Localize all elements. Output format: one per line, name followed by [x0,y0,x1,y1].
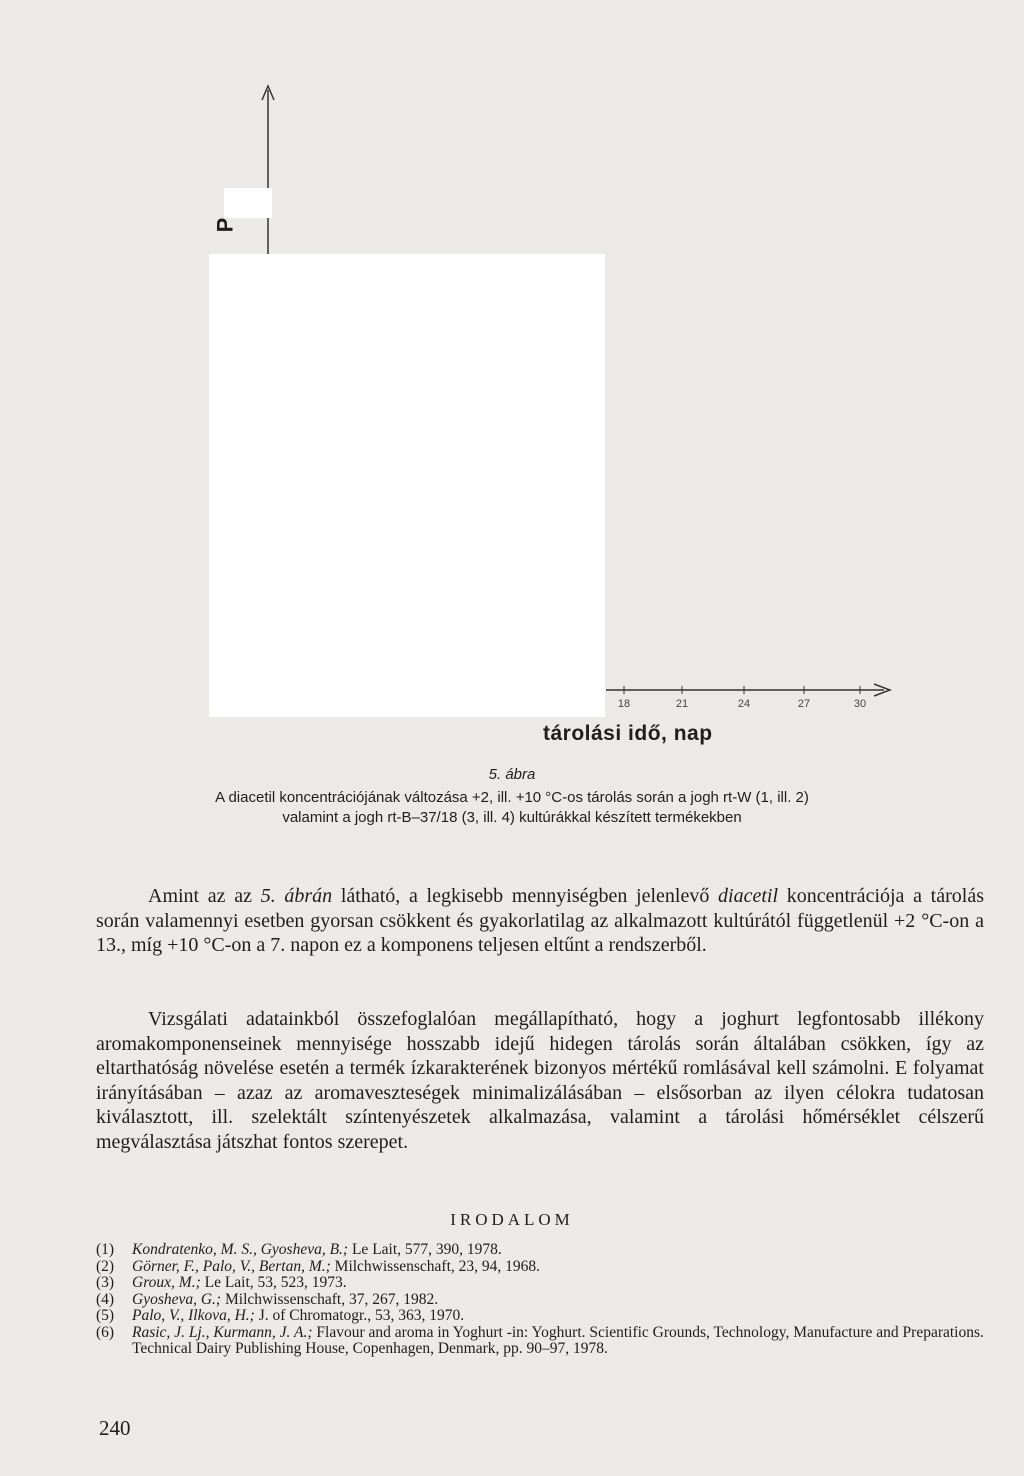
y-axis-label: P [212,217,238,233]
figure-caption [96,788,928,828]
reference-item: (3) Groux, M.; Le Lait, 53, 523, 1973. [96,1274,347,1291]
x-tick-label: 21 [675,698,689,710]
figure-number: 5. ábra [488,766,536,783]
figure-reference: 5. ábrán [260,885,333,907]
x-axis-title: tárolási idő, nap [543,722,713,745]
page-number: 240 [99,1416,131,1440]
compound-name: diacetil [718,885,779,907]
references-heading: IRODALOM [450,1210,574,1229]
body-paragraph-2: Vizsgálati adatainkból összefoglalóan megállapítható, hogy a joghurt legfontosabb illékony aromakomponenseinek mennyisége hosszabb idejű hidegen tárolás során általában csökken, így az eltarthatóság növelése esetén a termék ízkarakterének bizonyos mértékű romlásával kell számolni. E folyamat irányításában – azaz az aromaveszteségek minimalizálásában – elsősorban az ilyen célokra tudatosan kiválasztott, ill. szelektált színtenyészetek alkalmazása, valamint a tárolási hőmérséklet célszerű megválasztása játszhat fontos szerepet. [96,1008,984,1153]
reference-item: (5) Palo, V., Ilkova, H.; J. of Chromatogr., 53, 363, 1970. [96,1307,465,1324]
caption-line: A diacetil koncentrációjának változása +2, ill. +10 °C-os tárolás során a jogh rt-W (1, ill. 2) [215,789,809,806]
reference-item: (2) Görner, F., Palo, V., Bertan, M.; Milchwissenschaft, 23, 94, 1968. [96,1257,541,1275]
text-run: látható, a legkisebb mennyiségben jelenlevő [332,885,719,907]
x-tick-label: 30 [853,698,867,710]
reference-item: (6) Rasic, J. Lj., Kurmann, J. A.; Flavour and aroma in Yoghurt -in: Yoghurt. Scientific Grounds, Technology, Manufacture and Preparations. Technical Dairy Publishing House, Copenhagen, Denmark, pp. 90–97, 1978. [96,1323,984,1357]
references-list [96,1242,988,1358]
caption-line: valamint a jogh rt-B–37/18 (3, ill. 4) kultúrákkal készített termékekben [282,809,742,826]
reference-item: (1) Kondratenko, M. S., Gyosheva, B.; Le Lait, 577, 390, 1978. [96,1241,502,1258]
text-run: koncentrációja a tárolás során valamennyi esetben gyorsan csökkent és gyakorlatilag az alkalmazott kultúrától függetlenül +2 °C-on a 13., míg +10 °C-on a 7. napon ez a komponens teljesen eltűnt a rendszerből. [96,885,984,956]
x-tick-label: 24 [737,698,751,710]
text-run: Amint az az [148,885,261,907]
reference-item: (4) Gyosheva, G.; Milchwissenschaft, 37, 267, 1982. [96,1290,439,1308]
redacted-label-block [224,188,272,218]
body-paragraph-1 [96,884,984,958]
x-tick-label: 18 [617,698,631,710]
x-tick-label: 27 [797,698,811,710]
redacted-plot-area [209,254,605,717]
